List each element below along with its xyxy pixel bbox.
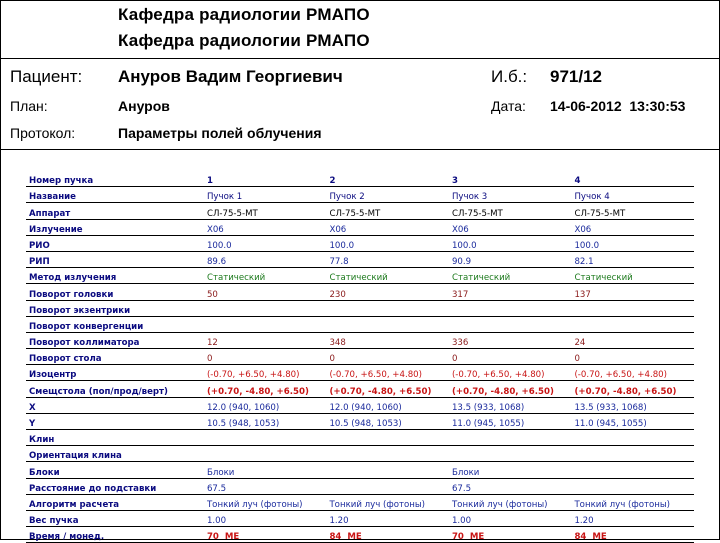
table-row (26, 203, 694, 219)
beam-4-value: X06 (571, 219, 694, 235)
row-label: Номер пучка (26, 171, 204, 187)
beam-2-value: Пучок 2 (326, 187, 449, 203)
beam-3-value: 11.0 (945, 1055) (449, 413, 572, 429)
beam-1-value (204, 446, 327, 462)
beam-4-value: 137 (571, 284, 694, 300)
beam-1-value: 1 (204, 171, 327, 187)
beam-4-value (571, 316, 694, 332)
beam-4-value: 1.20 (571, 510, 694, 526)
beam-3-value (449, 430, 572, 446)
beam-3-value: 317 (449, 284, 572, 300)
row-label: Название (26, 187, 204, 203)
beam-1-value: Тонкий луч (фотоны) (204, 494, 327, 510)
beam-2-value: 0 (326, 349, 449, 365)
protocol-value: Параметры полей облучения (118, 125, 322, 141)
beam-2-value: СЛ-75-5-МТ (326, 203, 449, 219)
protocol-label: Протокол: (10, 125, 76, 141)
beam-1-value: 10.5 (948, 1053) (204, 413, 327, 429)
row-label: Метод излучения (26, 268, 204, 284)
row-label: Поворот экзентрики (26, 300, 204, 316)
table-row (26, 171, 694, 187)
beam-2-value: 1.20 (326, 510, 449, 526)
beam-2-value: Статический (326, 268, 449, 284)
row-label: Поворот коллиматора (26, 332, 204, 348)
table-row (26, 316, 694, 332)
beam-2-value: X06 (326, 219, 449, 235)
beam-2-value: 2 (326, 171, 449, 187)
beam-1-value: 70 МЕ (204, 527, 327, 543)
row-label: Поворот конвергенции (26, 316, 204, 332)
table-row (26, 251, 694, 267)
department-title-2: Кафедра радиологии РМАПО (118, 31, 370, 50)
department-title-1: Кафедра радиологии РМАПО (118, 5, 370, 24)
beam-1-value: Статический (204, 268, 327, 284)
beam-3-value: 90.9 (449, 251, 572, 267)
beam-2-value: 10.5 (948, 1053) (326, 413, 449, 429)
beam-4-value: (+0.70, -4.80, +6.50) (571, 381, 694, 397)
beam-1-value: Пучок 1 (204, 187, 327, 203)
beam-2-value (326, 300, 449, 316)
beam-3-value: X06 (449, 219, 572, 235)
table-row (26, 430, 694, 446)
table-row (26, 284, 694, 300)
beam-3-value: 3 (449, 171, 572, 187)
beam-2-value (326, 446, 449, 462)
table-row (26, 462, 694, 478)
row-label: Расстояние до подставки (26, 478, 204, 494)
beam-3-value: 100.0 (449, 235, 572, 251)
table-row (26, 510, 694, 526)
beam-3-value (449, 446, 572, 462)
beam-1-value: 89.6 (204, 251, 327, 267)
ib-label: И.б.: (491, 67, 528, 86)
beam-1-value: 100.0 (204, 235, 327, 251)
beam-3-value: СЛ-75-5-МТ (449, 203, 572, 219)
beam-4-value (571, 446, 694, 462)
beam-parameters-table (26, 171, 694, 543)
beam-1-value: 67.5 (204, 478, 327, 494)
beam-2-value: 84 МЕ (326, 527, 449, 543)
beam-4-value: 84 МЕ (571, 527, 694, 543)
beam-2-value (326, 478, 449, 494)
beam-3-value (449, 300, 572, 316)
beam-3-value: Пучок 3 (449, 187, 572, 203)
beam-3-value: 336 (449, 332, 572, 348)
beam-3-value: Тонкий луч (фотоны) (449, 494, 572, 510)
row-label: Изоцентр (26, 365, 204, 381)
beam-3-value: Статический (449, 268, 572, 284)
beam-4-value (571, 300, 694, 316)
beam-3-value: 1.00 (449, 510, 572, 526)
patient-label: Пациент: (10, 67, 83, 86)
beam-4-value (571, 430, 694, 446)
beam-4-value: Тонкий луч (фотоны) (571, 494, 694, 510)
table-row (26, 365, 694, 381)
row-label: Ориентация клина (26, 446, 204, 462)
table-row (26, 478, 694, 494)
plan-label: План: (10, 98, 48, 114)
table-row (26, 349, 694, 365)
beam-4-value: 82.1 (571, 251, 694, 267)
table-row (26, 219, 694, 235)
row-label: Излучение (26, 219, 204, 235)
patient-name: Ануров Вадим Георгиевич (118, 67, 343, 86)
protocol-divider (0, 149, 720, 150)
beam-3-value: (-0.70, +6.50, +4.80) (449, 365, 572, 381)
row-label: Поворот головки (26, 284, 204, 300)
beam-2-value: 12.0 (940, 1060) (326, 397, 449, 413)
beam-3-value: 70 МЕ (449, 527, 572, 543)
date-value: 14-06-2012 13:30:53 (550, 98, 686, 114)
row-label: Смещстола (поп/прод/верт) (26, 381, 204, 397)
beam-3-value: 13.5 (933, 1068) (449, 397, 572, 413)
table-row (26, 413, 694, 429)
row-label: X (26, 397, 204, 413)
beam-2-value (326, 316, 449, 332)
beam-3-value: Блоки (449, 462, 572, 478)
beam-2-value: (-0.70, +6.50, +4.80) (326, 365, 449, 381)
table-row (26, 332, 694, 348)
row-label: Блоки (26, 462, 204, 478)
beam-4-value: Пучок 4 (571, 187, 694, 203)
beam-3-value: 0 (449, 349, 572, 365)
table-row (26, 397, 694, 413)
table-row (26, 494, 694, 510)
table-row (26, 527, 694, 543)
beam-2-value: 230 (326, 284, 449, 300)
beam-1-value (204, 316, 327, 332)
beam-2-value: (+0.70, -4.80, +6.50) (326, 381, 449, 397)
beam-4-value (571, 478, 694, 494)
beam-1-value: СЛ-75-5-МТ (204, 203, 327, 219)
beam-1-value: Блоки (204, 462, 327, 478)
plan-value: Ануров (118, 98, 170, 114)
beam-4-value: СЛ-75-5-МТ (571, 203, 694, 219)
beam-4-value: 100.0 (571, 235, 694, 251)
beam-2-value: 100.0 (326, 235, 449, 251)
beam-3-value: 67.5 (449, 478, 572, 494)
beam-1-value: 50 (204, 284, 327, 300)
beam-1-value: 12.0 (940, 1060) (204, 397, 327, 413)
beam-4-value: 11.0 (945, 1055) (571, 413, 694, 429)
row-label: РИП (26, 251, 204, 267)
beam-4-value: 0 (571, 349, 694, 365)
beam-2-value (326, 430, 449, 446)
beam-4-value: 13.5 (933, 1068) (571, 397, 694, 413)
beam-1-value (204, 300, 327, 316)
row-label: Поворот стола (26, 349, 204, 365)
beam-1-value: (+0.70, -4.80, +6.50) (204, 381, 327, 397)
beam-1-value: 12 (204, 332, 327, 348)
beam-1-value: 0 (204, 349, 327, 365)
beam-2-value: Тонкий луч (фотоны) (326, 494, 449, 510)
row-label: Алгоритм расчета (26, 494, 204, 510)
beam-1-value (204, 430, 327, 446)
table-row (26, 446, 694, 462)
beam-4-value: 4 (571, 171, 694, 187)
beam-2-value (326, 462, 449, 478)
beam-3-value (449, 316, 572, 332)
beam-1-value: (-0.70, +6.50, +4.80) (204, 365, 327, 381)
ib-value: 971/12 (550, 67, 602, 86)
beam-4-value (571, 462, 694, 478)
header-divider (0, 58, 720, 59)
beam-4-value: (-0.70, +6.50, +4.80) (571, 365, 694, 381)
beam-3-value: (+0.70, -4.80, +6.50) (449, 381, 572, 397)
beam-4-value: Статический (571, 268, 694, 284)
beam-1-value: 1.00 (204, 510, 327, 526)
table-row (26, 268, 694, 284)
beam-2-value: 348 (326, 332, 449, 348)
table-row (26, 187, 694, 203)
table-row (26, 235, 694, 251)
table-row (26, 300, 694, 316)
row-label: Время / монед. (26, 527, 204, 543)
row-label: РИО (26, 235, 204, 251)
beam-1-value: X06 (204, 219, 327, 235)
table-row (26, 381, 694, 397)
row-label: Вес пучка (26, 510, 204, 526)
row-label: Клин (26, 430, 204, 446)
beam-4-value: 24 (571, 332, 694, 348)
date-label: Дата: (491, 98, 526, 114)
row-label: Y (26, 413, 204, 429)
beam-2-value: 77.8 (326, 251, 449, 267)
row-label: Аппарат (26, 203, 204, 219)
